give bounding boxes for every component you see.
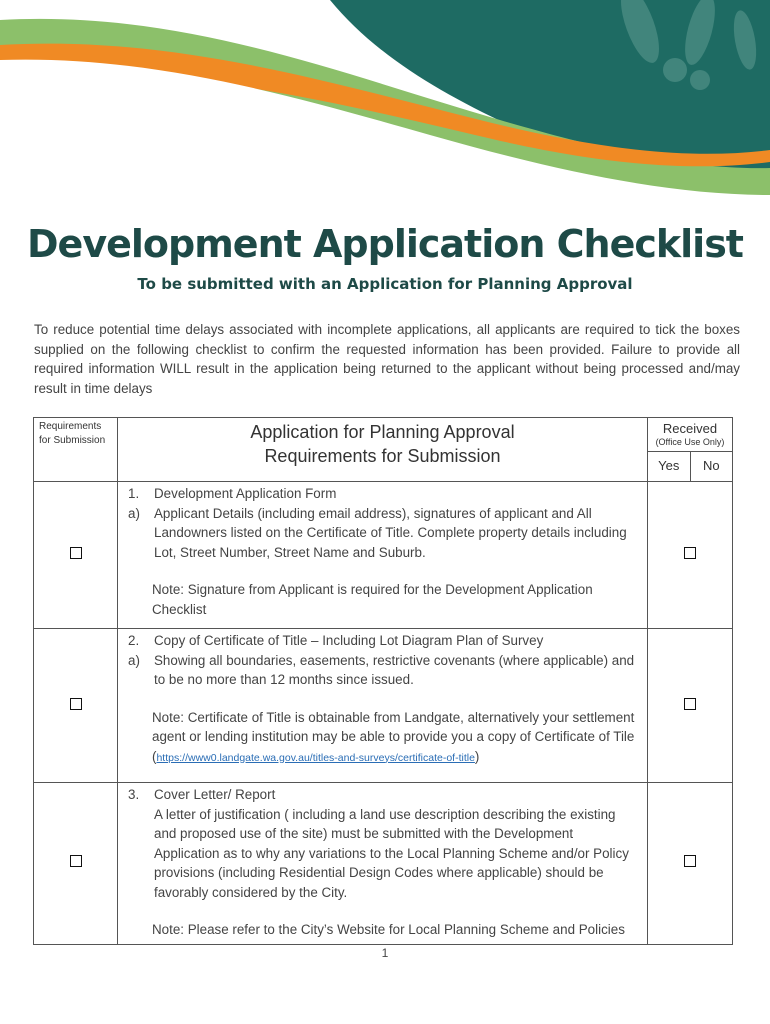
table-header-row — [34, 418, 733, 482]
item-note — [126, 708, 639, 769]
item-description: Showing all boundaries, easements, restrictive covenants (where applicable) and to be no more than 12 months since issued. — [154, 652, 635, 687]
office-checkbox-2[interactable] — [684, 698, 696, 710]
sub-item-letter: a) — [128, 652, 140, 668]
item-note: Note: Please refer to the City’s Website for Local Planning Scheme and Policies — [152, 922, 625, 937]
office-checkbox-1[interactable] — [684, 547, 696, 559]
note-text: Note: Certificate of Title is obtainable from Landgate, alternatively your settlement agent or lending institution may be able to provide you a copy of Certificate of Tile ( — [152, 709, 635, 764]
table-row — [34, 482, 733, 629]
item-number: 3. — [128, 787, 140, 802]
sub-item-letter: a) — [128, 505, 140, 521]
received-label: Received — [662, 421, 718, 436]
applicant-checkbox-1[interactable] — [70, 547, 82, 559]
col-header-requirements: Requirements for Submission — [34, 418, 118, 482]
item-title: Development Application Form — [154, 486, 337, 501]
item-number: 1. — [128, 486, 140, 501]
item-title: Copy of Certificate of Title – Including Lot Diagram Plan of Survey — [154, 633, 544, 648]
office-checkbox-3[interactable] — [684, 855, 696, 867]
landgate-link[interactable]: https://www0.landgate.wa.gov.au/titles-and-surveys/certificate-of-title — [156, 751, 475, 764]
table-row — [34, 629, 733, 783]
applicant-checkbox-3[interactable] — [70, 855, 82, 867]
applicant-checkbox-2[interactable] — [70, 698, 82, 710]
header-banner — [0, 0, 770, 230]
page-title: Development Application Checklist — [27, 222, 743, 266]
item-title: Cover Letter/ Report — [154, 787, 276, 802]
item-description: A letter of justification ( including a land use description describing the existing and proposed use of the site) must be submitted with the Development Application as to why any variations to the Local Planning Scheme and/or Policy provisions (including Residential Design Codes where applicable) should be favorably considered by the City. — [154, 806, 629, 900]
no-label: No — [702, 458, 720, 473]
col-header-application — [118, 418, 648, 482]
col-header-received — [648, 418, 733, 482]
item-description: Applicant Details (including email address), signatures of applicant and All Landowners listed on the Certificate of Title. Complete property details including Lot, Street Number, Street Name and Suburb. — [154, 505, 627, 560]
note-end: ) — [474, 748, 480, 764]
intro-paragraph: To reduce potential time delays associated with incomplete applications, all applicants are required to tick the boxes supplied on the following checklist to confirm the requested information has been provided. Failure to provide all required information WILL result in the application being returned to the applicant without being processed and/may result in time delays — [34, 322, 740, 396]
col-header-line1: Application for Planning Approval — [250, 422, 515, 442]
table-row — [34, 783, 733, 945]
page-number: 1 — [381, 946, 389, 960]
page-subtitle: To be submitted with an Application for Planning Approval — [137, 275, 633, 293]
item-number: 2. — [128, 633, 140, 648]
yes-label: Yes — [648, 452, 691, 481]
item-note: Note: Signature from Applicant is required for the Development Application Checklist — [152, 582, 593, 617]
office-use-label: (Office Use Only) — [655, 437, 725, 447]
col-header-line2: Requirements for Submission — [264, 446, 501, 466]
requirements-table — [33, 417, 733, 945]
